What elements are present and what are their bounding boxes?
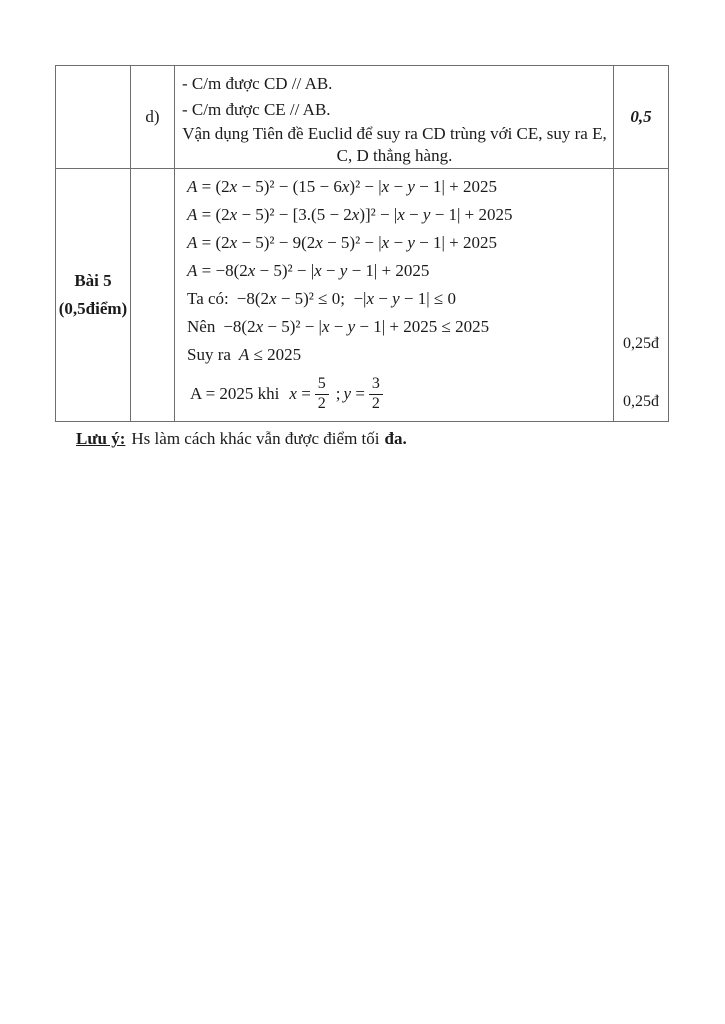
math-expression: A = (2x − 5)² − (15 − 6x)² − |x − y − 1| + 2025 — [187, 177, 497, 196]
cell-part-label — [131, 66, 175, 169]
math-line — [187, 285, 609, 313]
note-text: Hs làm cách khác vẫn được điểm tối — [131, 429, 380, 448]
answer-line-ce: - C/m được CE // AB. — [182, 100, 331, 119]
math-prefix: Nên — [187, 317, 216, 336]
fraction-y-numerator: 3 — [371, 375, 380, 393]
cell-answer-d — [175, 66, 614, 169]
fraction-x — [315, 375, 329, 413]
math-line — [187, 257, 609, 285]
paragraph-line-1: Vận dụng Tiên đề Euclid để suy ra CD trùng với CE, suy ra E, — [182, 124, 607, 143]
final-prefix: A = 2025 khi — [190, 384, 280, 403]
x-equals: x = — [289, 384, 311, 403]
score-value-1: 0,25đ — [623, 335, 659, 352]
y-equals: y = — [343, 384, 365, 403]
paragraph-line-2: C, D thẳng hàng. — [336, 146, 453, 165]
problem-points: (0,5điểm) — [58, 299, 128, 318]
note-text-bold: đa. — [384, 429, 407, 448]
math-prefix: Suy ra — [187, 345, 231, 364]
cell-score-b5 — [614, 169, 668, 421]
fraction-x-numerator: 5 — [317, 375, 326, 393]
cell-empty-left — [56, 66, 131, 169]
math-line — [187, 201, 609, 229]
math-line — [187, 173, 609, 201]
answer-line-cd: - C/m được CD // AB. — [182, 74, 333, 93]
part-d-label: d) — [145, 107, 160, 126]
grading-table — [55, 65, 669, 422]
math-line — [187, 341, 609, 369]
math-expression: A ≤ 2025 — [238, 345, 302, 364]
fraction-x-denominator: 2 — [315, 394, 329, 413]
score-value-2: 0,25đ — [623, 393, 659, 410]
cell-solution — [175, 169, 614, 421]
separator: ; — [335, 384, 341, 403]
note-label: Lưu ý: — [76, 429, 126, 448]
math-line — [187, 313, 609, 341]
math-expression: −8(2x − 5)² ≤ 0; −|x − y − 1| ≤ 0 — [236, 289, 456, 308]
fraction-y-denominator: 2 — [369, 394, 383, 413]
cell-empty-sub — [131, 169, 175, 421]
fraction-y — [369, 375, 383, 413]
problem-title: Bài 5 — [74, 271, 112, 290]
answer-paragraph — [182, 123, 607, 167]
math-prefix: Ta có: — [187, 289, 229, 308]
answer-key-section — [55, 65, 669, 449]
math-line — [187, 229, 609, 257]
math-expression: A = (2x − 5)² − 9(2x − 5)² − |x − y − 1| + 2025 — [187, 233, 497, 252]
math-line-final — [187, 369, 609, 419]
cell-score-d — [614, 66, 668, 169]
footer-note — [76, 429, 669, 449]
cell-problem-label — [56, 169, 131, 421]
math-expression: A = (2x − 5)² − [3.(5 − 2x)]² − |x − y − 1| + 2025 — [187, 205, 513, 224]
score-value-d: 0,5 — [630, 107, 652, 126]
math-expression: −8(2x − 5)² − |x − y − 1| + 2025 ≤ 2025 — [223, 317, 490, 336]
math-expression: A = −8(2x − 5)² − |x − y − 1| + 2025 — [187, 261, 430, 280]
